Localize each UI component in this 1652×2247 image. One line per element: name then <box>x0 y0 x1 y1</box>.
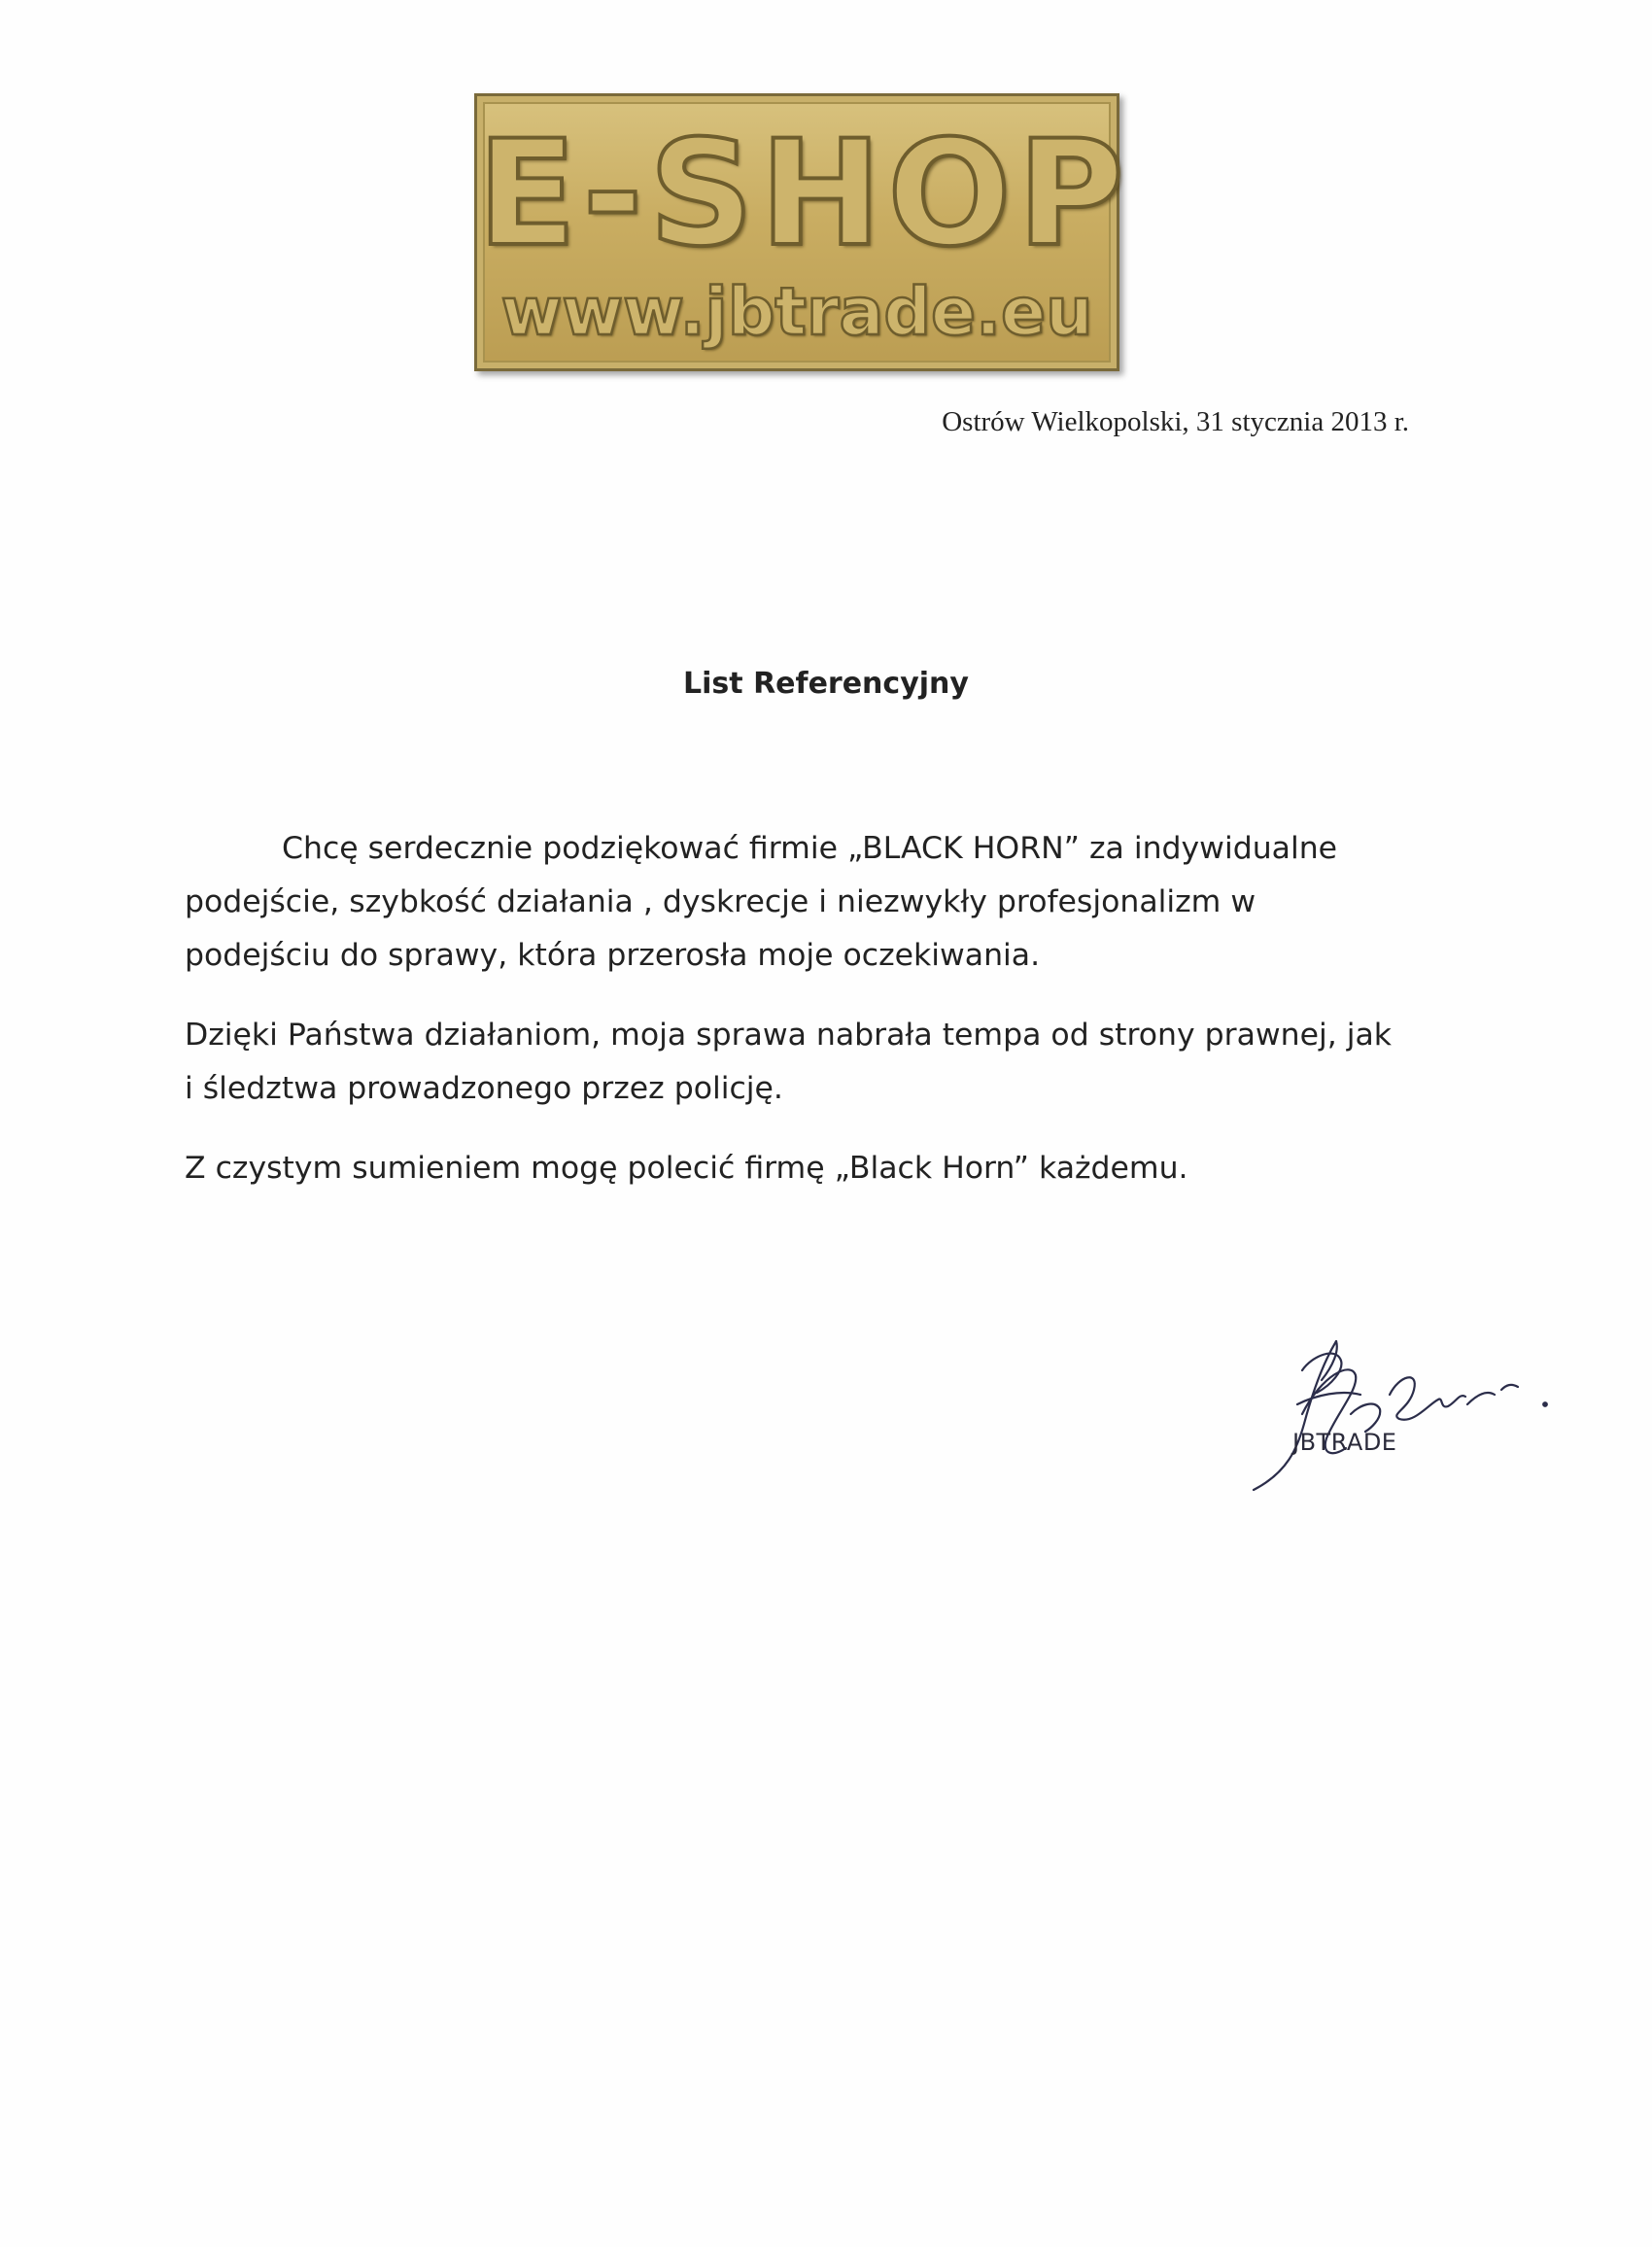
paragraph-thanks: Chcę serdecznie podziękować firmie „BLACK HORN” za indywidualne podejście, szybkość działania , dyskrecje i niezwykły profesjonalizm w podejściu do sprawy, która przerosła moje oczekiwania. <box>185 831 1338 973</box>
paragraph-recommendation: Z czystym sumieniem mogę polecić firmę „Black Horn” każdemu. <box>185 1151 1188 1186</box>
logo-url: www.jbtrade.eu <box>500 274 1093 351</box>
letter-body <box>185 822 1409 1222</box>
place-date: Ostrów Wielkopolski, 31 stycznia 2013 r. <box>942 406 1409 437</box>
handwritten-signature <box>1244 1336 1555 1492</box>
logo-title: E-SHOP <box>477 110 1130 279</box>
paragraph-progress: Dzięki Państwa działaniom, moja sprawa nabrała tempa od strony prawnej, jak i śledztwa prowadzonego przez policję. <box>185 1018 1393 1106</box>
signature-stamp: JBTRADE <box>1292 1429 1397 1456</box>
eshop-logo <box>474 93 1130 371</box>
document-title: List Referencyjny <box>683 667 969 701</box>
